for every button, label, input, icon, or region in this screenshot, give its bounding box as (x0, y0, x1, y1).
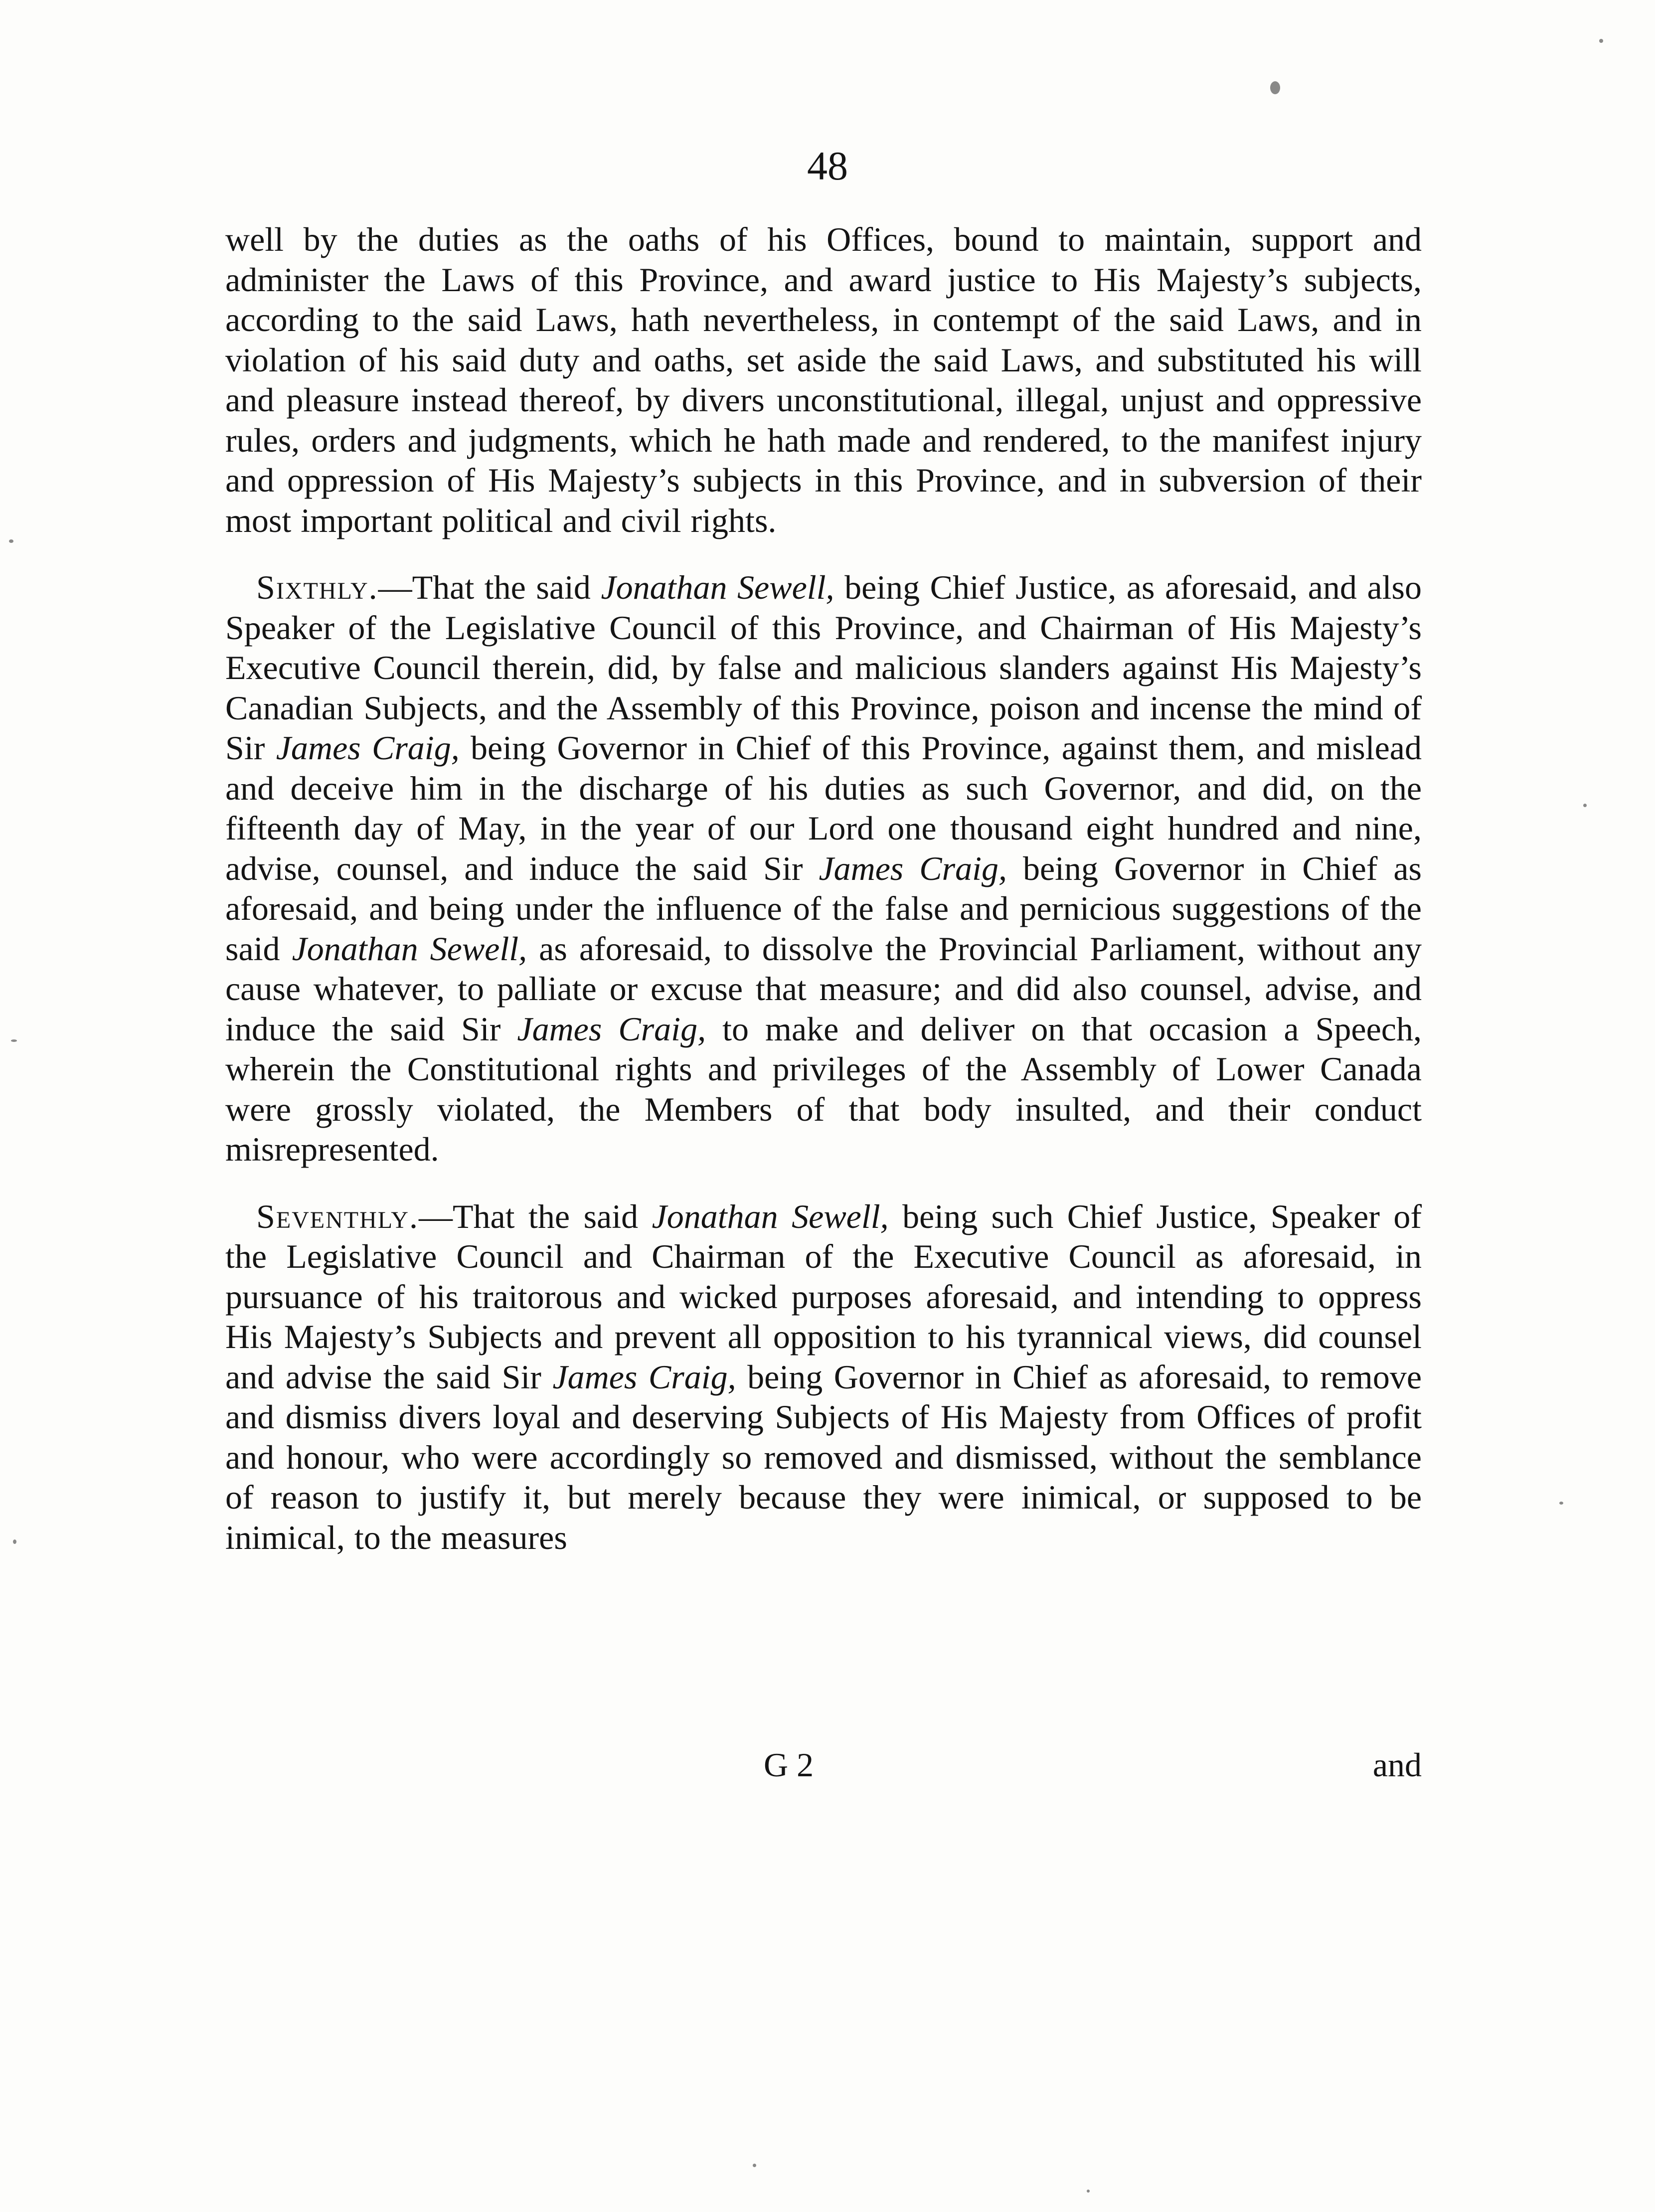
paragraph-text: —That the said (378, 568, 601, 606)
ink-speck (1270, 81, 1280, 94)
catchword: and (1372, 1746, 1422, 1784)
paragraph-text: being Governor in Chief as aforesaid, and being under the influence of the false and pernicious suggestions of the said (225, 849, 1422, 968)
signature-mark: G 2 (764, 1746, 814, 1784)
ink-speck (753, 2164, 756, 2167)
paragraph-text: well by the duties as the oaths of his Offices, bound to maintain, support and administer the Laws of this Province, and award justice to His Majesty’s subjects, according to the said Laws, hath nevertheless, in contempt of the said Laws, and in violation of his said duty and oaths, set aside the said Laws, and substituted his will and pleasure instead thereof, by divers unconstitutional, illegal, unjust and oppressive rules, orders and judgments, which he hath made and rendered, to the manifest injury and oppression of His Majesty’s subjects in this Province, and in subversion of their most important political and civil rights. (225, 220, 1422, 539)
person-name: James Craig, (517, 1010, 706, 1048)
paragraph-seventhly (225, 1196, 1422, 1558)
paragraph-text: as aforesaid, to dissolve the Provincial Parliament, without any cause whatever, to palliate or excuse that measure; and did also counsel, advise, and induce the said Sir (225, 929, 1422, 1048)
paragraph-sixthly (225, 567, 1422, 1170)
ink-speck (1599, 39, 1603, 43)
page-number: 48 (807, 143, 848, 188)
section-heading-seventhly: Seventhly. (256, 1197, 419, 1235)
person-name: Jonathan Sewell, (292, 929, 527, 968)
paragraph-text: being Chief Justice, as aforesaid, and also Speaker of the Legislative Council of this Province, and Chairman of His Majesty’s Executive Council therein, did, by false and malicious slanders against His Majesty’s Canadian Subjects, and the Assembly of this Province, poison and incense the mind of Sir (225, 568, 1422, 767)
person-name: Jonathan Sewell, (601, 568, 834, 606)
body-text (225, 219, 1422, 1557)
section-heading-sixthly: Sixthly. (256, 568, 378, 606)
ink-speck (1559, 1502, 1563, 1505)
ink-speck (1087, 2190, 1090, 2193)
paragraph-text: —That the said (418, 1197, 652, 1235)
person-name: James Craig, (552, 1358, 736, 1396)
person-name: Jonathan Sewell, (652, 1197, 889, 1235)
paragraph-text: being such Chief Justice, Speaker of the Legislative Council and Chairman of the Executive Council as aforesaid, in pursuance of his traitorous and wicked purposes aforesaid, and intending to oppress His Majesty’s Subjects and prevent all opposition to his tyrannical views, did counsel and advise the said Sir (225, 1197, 1422, 1396)
ink-speck (13, 1539, 16, 1544)
person-name: James Craig, (276, 729, 460, 767)
paragraph-continuation (225, 219, 1422, 540)
paragraph-text: being Governor in Chief as aforesaid, to remove and dismiss divers loyal and deserving Subjects of His Majesty from Offices of profit and honour, who were accordingly so removed and dismissed, without the semblance of reason to justify it, but merely because they were inimical, or supposed to be inimical, to the measures (225, 1358, 1422, 1556)
paragraph-text: being Governor in Chief of this Province, against them, and mislead and deceive him in the discharge of his duties as such Governor, and did, on the fifteenth day of May, in the year of our Lord one thousand eight hundred and nine, advise, counsel, and induce the said Sir (225, 729, 1422, 887)
ink-speck (1583, 804, 1587, 807)
paragraph-text: to make and deliver on that occasion a Speech, wherein the Constitutional rights and privileges of the Assembly of Lower Canada were grossly violated, the Members of that body insulted, and their conduct misrepresented. (225, 1010, 1422, 1168)
page-footer (225, 1744, 1422, 1786)
person-name: James Craig, (819, 849, 1007, 887)
ink-speck (9, 539, 13, 543)
ink-speck (11, 1039, 17, 1042)
